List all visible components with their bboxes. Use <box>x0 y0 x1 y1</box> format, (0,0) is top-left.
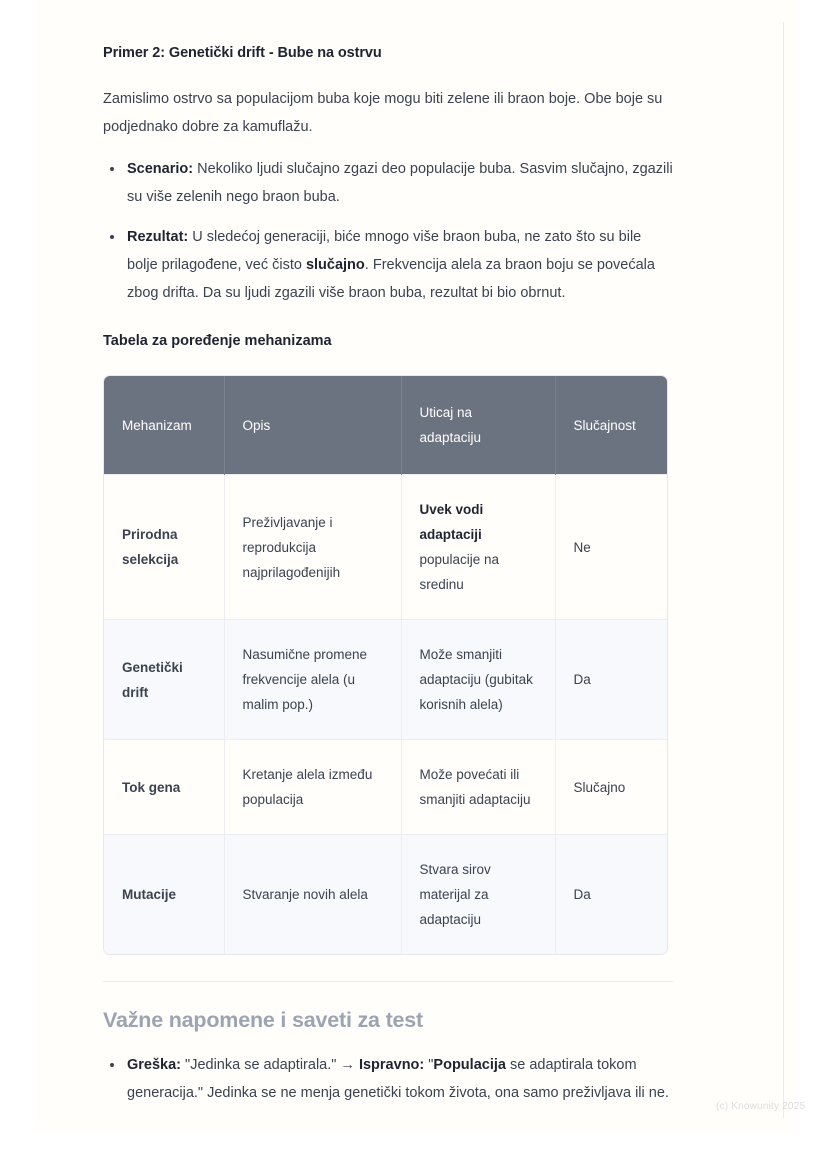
bullet-emphasis: slučajno <box>305 257 365 273</box>
tip-text-2: " <box>424 1057 434 1073</box>
column-header-randomness: Slučajnost <box>555 376 668 475</box>
intro-paragraph: Zamislimo ostrvo sa populacijom buba koje mogu biti zelene ili braon boje. Obe boje su podjednako dobre za kamuflažu. <box>103 91 663 135</box>
table-body <box>104 475 668 955</box>
bullet-lead-label: Scenario: <box>127 161 194 177</box>
cell-impact-rest: Stvara sirov materijal za adaptaciju <box>419 862 491 927</box>
table-row <box>104 835 668 955</box>
cell-randomness: Da <box>555 620 668 740</box>
cell-impact <box>401 740 555 835</box>
list-item <box>103 155 673 211</box>
document-content <box>103 0 673 1119</box>
column-header-mechanism: Mehanizam <box>104 376 224 475</box>
cell-impact <box>401 475 555 620</box>
example-bullet-list <box>103 155 673 307</box>
tip-text-1: "Jedinka se adaptirala." → <box>181 1057 359 1073</box>
cell-mechanism: Mutacije <box>104 835 224 955</box>
cell-impact-rest: populacije na sredinu <box>419 552 500 592</box>
comparison-table <box>104 376 668 954</box>
cell-mechanism: Genetički drift <box>104 620 224 740</box>
cell-description: Kretanje alela između populacija <box>224 740 401 835</box>
column-header-impact: Uticaj na adaptaciju <box>401 376 555 475</box>
bullet-text: Nekoliko ljudi slučajno zgazi deo populacije buba. Sasvim slučajno, zgazili su više zelenih nego braon buba. <box>127 161 673 205</box>
cell-description: Preživljavanje i reprodukcija najprilagođenijih <box>224 475 401 620</box>
table-row <box>104 475 668 620</box>
copyright-watermark: (c) Knowunity 2025 <box>716 1101 806 1112</box>
cell-impact <box>401 835 555 955</box>
example-heading: Primer 2: Genetički drift - Bube na ostrvu <box>103 45 382 61</box>
cell-description: Stvaranje novih alela <box>224 835 401 955</box>
list-item <box>103 223 673 307</box>
tip-lead-correct-label: Ispravno: <box>358 1057 425 1073</box>
document-sheet <box>33 0 806 1133</box>
cell-description: Nasumične promene frekvencije alela (u malim pop.) <box>224 620 401 740</box>
page-vertical-divider <box>783 22 784 1118</box>
cell-randomness: Ne <box>555 475 668 620</box>
bullet-dot-icon <box>110 235 114 239</box>
section-divider <box>103 981 673 982</box>
cell-randomness: Slučajno <box>555 740 668 835</box>
table-header-row <box>104 376 668 475</box>
cell-impact-bold: Uvek vodi adaptaciji <box>419 502 484 542</box>
bullet-dot-icon <box>110 1063 114 1067</box>
cell-impact-rest: Može smanjiti adaptaciju (gubitak korisnih alela) <box>419 647 533 712</box>
table-row <box>104 740 668 835</box>
bullet-text-cont: . Frekvencija alela za braon boju se povećala zbog drifta. Da su ljudi zgazili više braon buba, rezultat bi bio obrnut. <box>127 257 655 301</box>
table-header <box>104 376 668 475</box>
bullet-text: U sledećoj generaciji, biće mnogo više braon buba, ne zato što su bile bolje prilagođene, već čisto <box>127 229 642 273</box>
cell-randomness: Da <box>555 835 668 955</box>
tip-lead-error-label: Greška: <box>127 1057 182 1073</box>
bullet-lead-label: Rezultat: <box>127 229 189 245</box>
section-heading: Važne napomene i saveti za test <box>103 1008 424 1032</box>
cell-mechanism: Tok gena <box>104 740 224 835</box>
table-row <box>104 620 668 740</box>
tip-emphasis: Populacija <box>433 1057 506 1073</box>
cell-impact-rest: Može povećati ili smanjiti adaptaciju <box>419 767 531 807</box>
tip-text-3: se adaptirala tokom generacija." Jedinka se ne menja genetički tokom života, ona samo preživljava ili ne. <box>127 1057 669 1101</box>
cell-mechanism: Prirodna selekcija <box>104 475 224 620</box>
tips-bullet-list <box>103 1051 673 1107</box>
list-item <box>103 1051 673 1107</box>
table-caption: Tabela za poređenje mehanizama <box>103 333 332 349</box>
cell-impact <box>401 620 555 740</box>
comparison-table-wrapper <box>103 375 668 955</box>
column-header-description: Opis <box>224 376 401 475</box>
bullet-dot-icon <box>110 167 114 171</box>
